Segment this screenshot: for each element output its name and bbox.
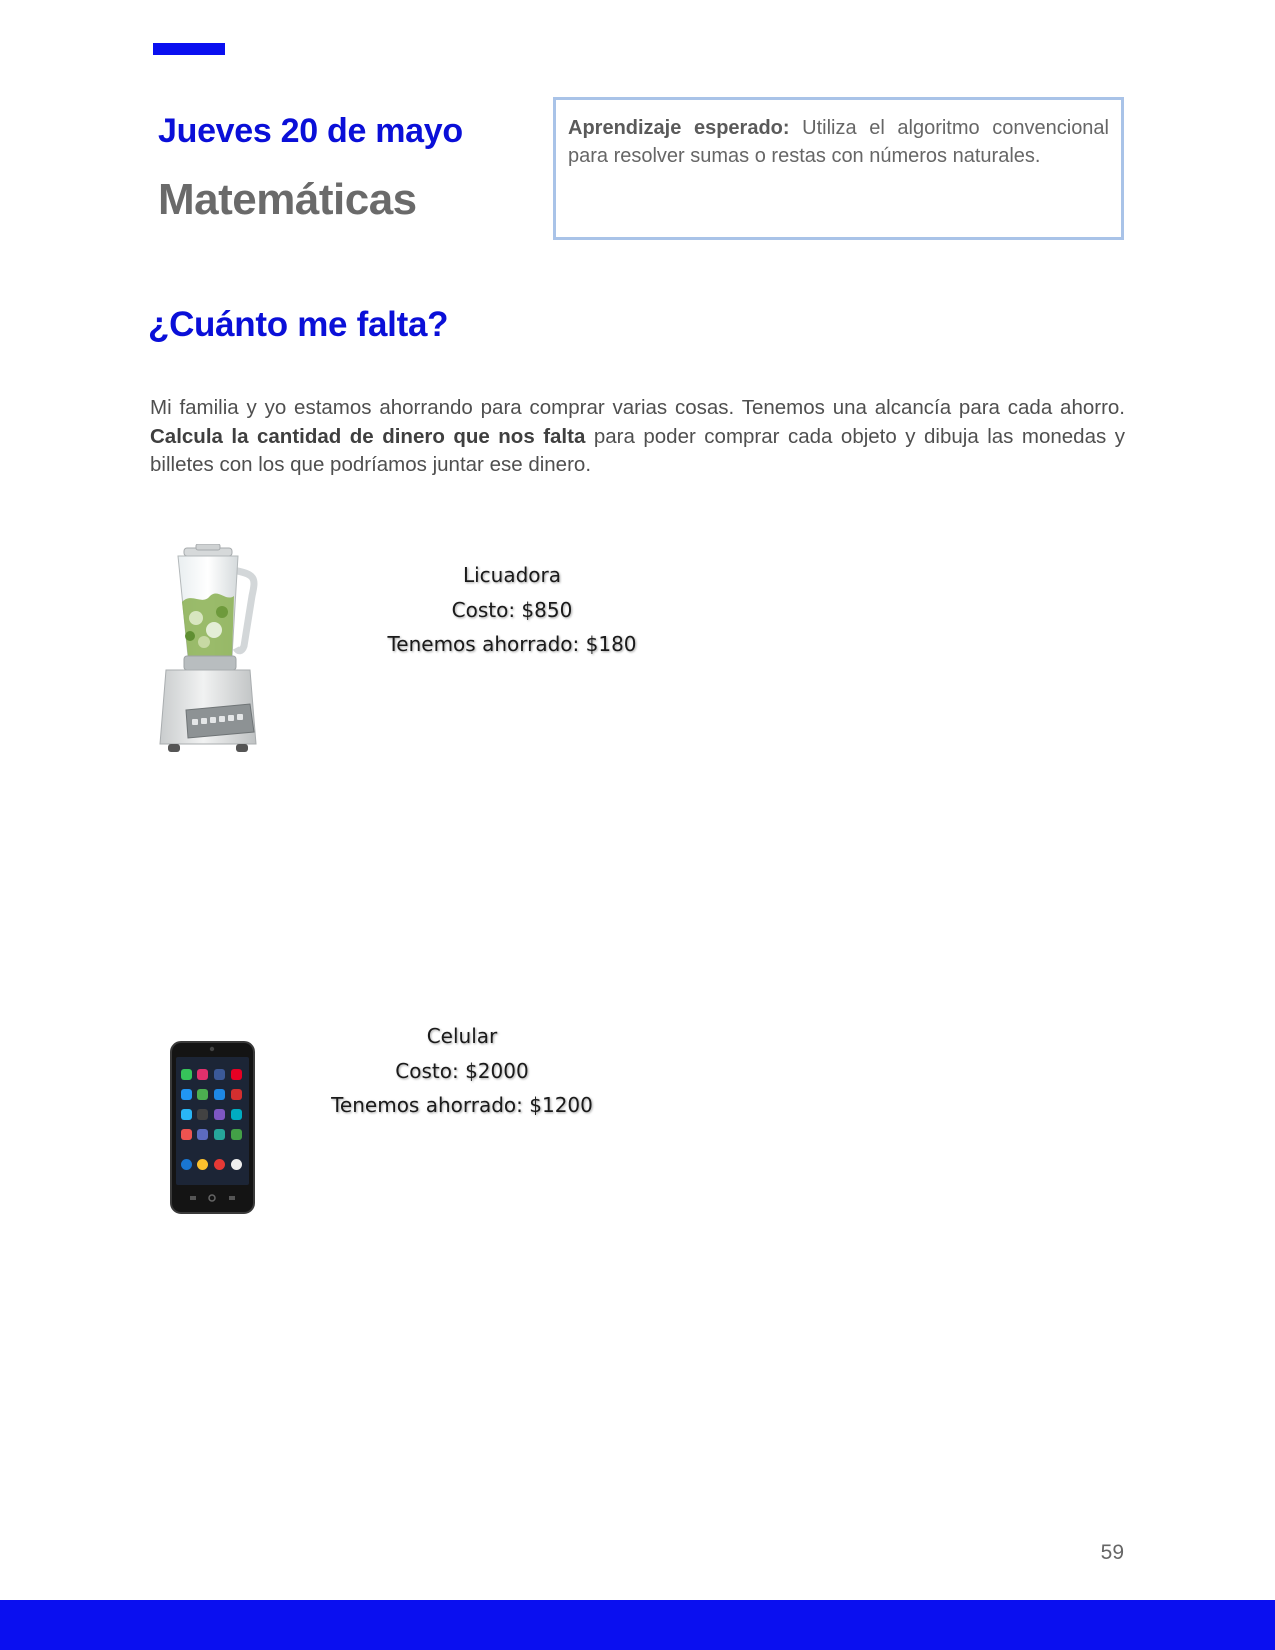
item-cost: Costo: $850 xyxy=(451,597,573,622)
bottom-accent-bar xyxy=(0,1600,1275,1650)
instructions-bold-text: Calcula la cantidad de dinero que nos falta xyxy=(150,424,586,448)
item-saved: Tenemos ahorrado: $180 xyxy=(387,632,637,656)
item-name: Celular xyxy=(426,1024,498,1048)
page-number: 59 xyxy=(1100,1541,1124,1564)
instructions-text-start: Mi familia y yo estamos ahorrando para comprar varias cosas. Tenemos una alcancía para cada ahorro. xyxy=(150,396,1125,419)
section-title: ¿Cuánto me falta? xyxy=(148,305,449,344)
learning-objective-body: Utiliza el algoritmo convencional para resolver sumas o restas con números naturales. xyxy=(568,117,1109,167)
top-accent-bar xyxy=(153,43,225,55)
item-cost: Costo: $2000 xyxy=(395,1058,529,1083)
instructions-text-end: para poder comprar cada objeto y dibuja las monedas y billetes con los que podríamos juntar ese dinero. xyxy=(150,424,1125,476)
blender-icon xyxy=(152,544,272,780)
learning-objective-label: Aprendizaje esperado: xyxy=(568,117,790,139)
item-info-smartphone xyxy=(312,1019,612,1123)
subject-title: Matemáticas xyxy=(158,175,417,224)
item-saved: Tenemos ahorrado: $1200 xyxy=(331,1093,593,1117)
learning-objective-box xyxy=(553,97,1124,240)
learning-objective-text xyxy=(568,114,1109,170)
lesson-date: Jueves 20 de mayo xyxy=(158,112,463,150)
item-name: Licuadora xyxy=(462,563,562,587)
smartphone-icon xyxy=(170,1041,255,1214)
instructions-paragraph xyxy=(150,394,1125,480)
item-info-blender xyxy=(362,558,662,662)
